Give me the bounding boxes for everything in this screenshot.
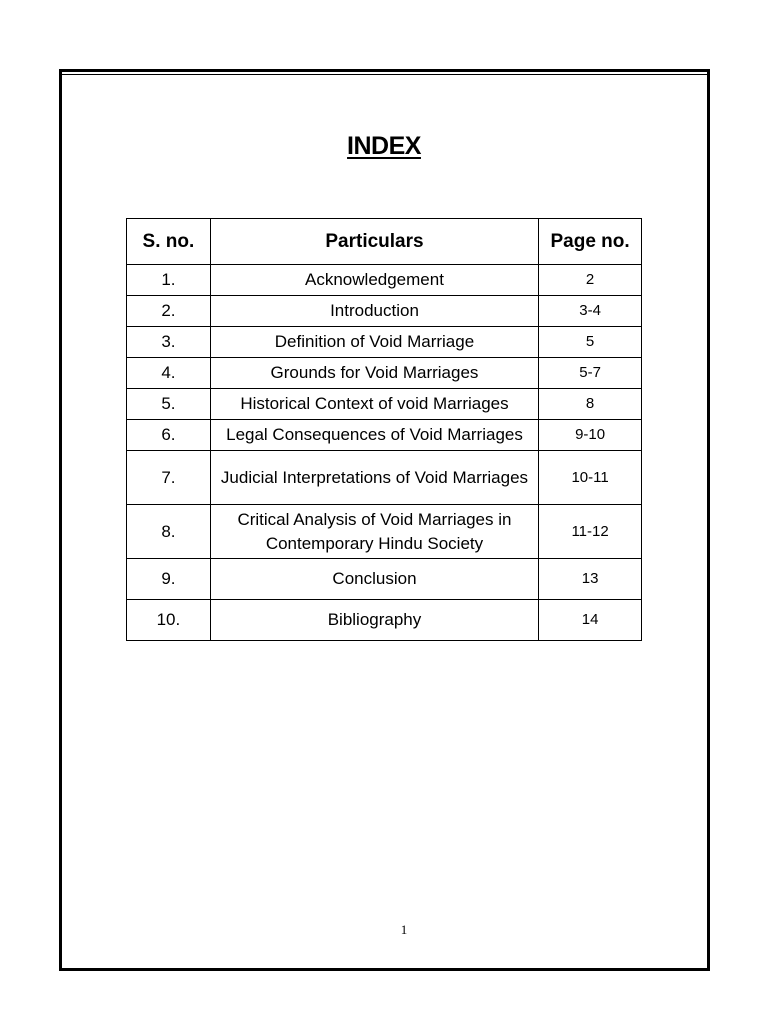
cell-sno: 3.: [127, 327, 211, 358]
cell-page: 13: [539, 559, 642, 600]
cell-sno: 4.: [127, 358, 211, 389]
cell-page: 8: [539, 389, 642, 420]
header-page-no: Page no.: [539, 219, 642, 265]
cell-page: 11-12: [539, 505, 642, 559]
header-particulars: Particulars: [210, 219, 538, 265]
table-row: [127, 358, 642, 389]
index-table: [126, 218, 642, 641]
cell-page: 14: [539, 600, 642, 641]
cell-page: 5-7: [539, 358, 642, 389]
cell-particulars: Grounds for Void Marriages: [210, 358, 538, 389]
cell-page: 2: [539, 265, 642, 296]
cell-sno: 8.: [127, 505, 211, 559]
table-row: [127, 327, 642, 358]
cell-sno: 5.: [127, 389, 211, 420]
cell-particulars: Introduction: [210, 296, 538, 327]
cell-particulars: Definition of Void Marriage: [210, 327, 538, 358]
cell-sno: 7.: [127, 451, 211, 505]
cell-particulars: Conclusion: [210, 559, 538, 600]
table-header-row: [127, 219, 642, 265]
table-row: [127, 389, 642, 420]
cell-particulars: Legal Consequences of Void Marriages: [210, 420, 538, 451]
table-row: [127, 600, 642, 641]
cell-sno: 9.: [127, 559, 211, 600]
cell-page: 5: [539, 327, 642, 358]
cell-page: 10-11: [539, 451, 642, 505]
cell-particulars: Bibliography: [210, 600, 538, 641]
cell-sno: 1.: [127, 265, 211, 296]
cell-page: 9-10: [539, 420, 642, 451]
table-row: [127, 296, 642, 327]
page-number: 1: [400, 922, 408, 937]
cell-particulars: Judicial Interpretations of Void Marriages: [210, 451, 538, 505]
table-row: [127, 451, 642, 505]
cell-particulars: Acknowledgement: [210, 265, 538, 296]
page-title: INDEX: [347, 132, 421, 160]
table-row: [127, 265, 642, 296]
table-row: [127, 420, 642, 451]
cell-sno: 6.: [127, 420, 211, 451]
table-row: [127, 505, 642, 559]
cell-page: 3-4: [539, 296, 642, 327]
header-sno: S. no.: [127, 219, 211, 265]
cell-particulars: Historical Context of void Marriages: [210, 389, 538, 420]
cell-sno: 2.: [127, 296, 211, 327]
cell-particulars: Critical Analysis of Void Marriages in Contemporary Hindu Society: [210, 505, 538, 559]
table-row: [127, 559, 642, 600]
cell-sno: 10.: [127, 600, 211, 641]
